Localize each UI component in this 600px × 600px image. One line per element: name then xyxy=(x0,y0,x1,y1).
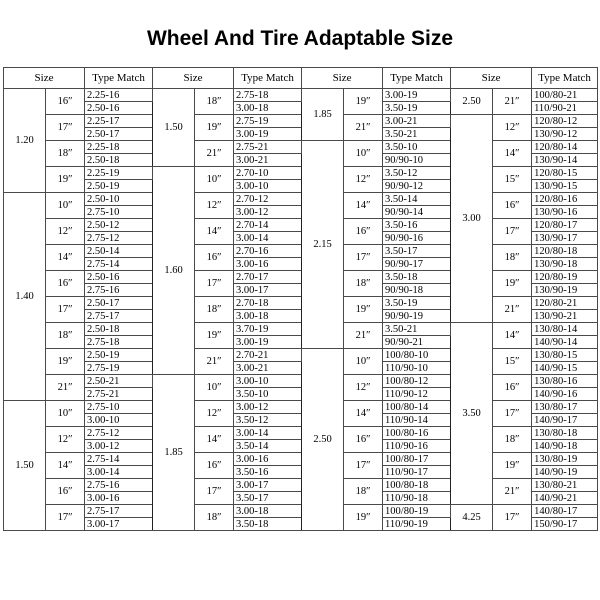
tire-size: 3.00-14 xyxy=(234,232,302,245)
tire-size: 3.50-21 xyxy=(383,128,451,141)
tire-size: 2.75-21 xyxy=(85,388,153,401)
tire-size: 120/80-21 xyxy=(532,297,598,310)
tire-size: 2.75-14 xyxy=(85,453,153,466)
table-row xyxy=(4,427,598,440)
tire-size: 90/90-19 xyxy=(383,310,451,323)
rim-diameter: 21″ xyxy=(493,479,532,505)
rim-diameter: 19″ xyxy=(195,323,234,349)
tire-size: 90/90-14 xyxy=(383,206,451,219)
tire-size: 120/80-15 xyxy=(532,167,598,180)
tire-size: 90/90-16 xyxy=(383,232,451,245)
tire-size: 2.70-12 xyxy=(234,193,302,206)
tire-size: 100/80-14 xyxy=(383,401,451,414)
rim-diameter: 12″ xyxy=(344,167,383,193)
rim-diameter: 17″ xyxy=(493,401,532,427)
rim-width: 1.85 xyxy=(153,375,195,531)
size-table xyxy=(3,67,598,531)
tire-size: 3.50-14 xyxy=(234,440,302,453)
tire-size: 2.25-19 xyxy=(85,167,153,180)
tire-size: 2.75-21 xyxy=(234,141,302,154)
type-match-header: Type Match xyxy=(85,68,153,89)
table-row xyxy=(4,219,598,232)
tire-size: 3.00-17 xyxy=(234,479,302,492)
tire-size: 2.50-18 xyxy=(85,323,153,336)
tire-size: 110/90-14 xyxy=(383,414,451,427)
tire-size: 100/80-10 xyxy=(383,349,451,362)
table-row xyxy=(4,271,598,284)
tire-size: 140/90-15 xyxy=(532,362,598,375)
rim-diameter: 18″ xyxy=(46,323,85,349)
tire-size: 140/90-21 xyxy=(532,492,598,505)
rim-width: 3.00 xyxy=(451,115,493,323)
tire-size: 140/90-19 xyxy=(532,466,598,479)
tire-size: 3.50-12 xyxy=(383,167,451,180)
tire-size: 3.00-10 xyxy=(234,180,302,193)
tire-size: 3.00-12 xyxy=(234,401,302,414)
tire-size: 2.50-16 xyxy=(85,271,153,284)
tire-size: 140/90-16 xyxy=(532,388,598,401)
tire-size: 90/90-18 xyxy=(383,284,451,297)
tire-size: 3.00-10 xyxy=(234,375,302,388)
tire-size: 2.75-19 xyxy=(234,115,302,128)
tire-size: 2.70-16 xyxy=(234,245,302,258)
rim-diameter: 10″ xyxy=(344,141,383,167)
tire-size: 3.50-16 xyxy=(383,219,451,232)
size-header: Size xyxy=(302,68,383,89)
rim-diameter: 10″ xyxy=(195,167,234,193)
tire-size: 110/90-18 xyxy=(383,492,451,505)
tire-size: 2.50-19 xyxy=(85,349,153,362)
tire-size: 2.50-18 xyxy=(85,154,153,167)
table-row xyxy=(4,193,598,206)
tire-size: 120/80-12 xyxy=(532,115,598,128)
rim-diameter: 14″ xyxy=(493,323,532,349)
rim-diameter: 17″ xyxy=(344,245,383,271)
rim-diameter: 14″ xyxy=(195,427,234,453)
tire-size: 3.50-12 xyxy=(234,414,302,427)
rim-diameter: 12″ xyxy=(46,427,85,453)
tire-size: 3.00-17 xyxy=(85,518,153,531)
rim-diameter: 17″ xyxy=(344,453,383,479)
rim-diameter: 17″ xyxy=(195,479,234,505)
rim-diameter: 17″ xyxy=(46,115,85,141)
tire-size: 3.00-10 xyxy=(85,414,153,427)
rim-diameter: 21″ xyxy=(195,349,234,375)
tire-size: 140/90-14 xyxy=(532,336,598,349)
tire-size: 2.50-16 xyxy=(85,102,153,115)
tire-size: 3.50-18 xyxy=(234,518,302,531)
rim-diameter: 12″ xyxy=(493,115,532,141)
tire-size: 2.75-18 xyxy=(85,336,153,349)
rim-width: 1.40 xyxy=(4,193,46,401)
tire-size: 140/90-18 xyxy=(532,440,598,453)
tire-size: 130/90-15 xyxy=(532,180,598,193)
tire-size: 3.50-19 xyxy=(383,102,451,115)
tire-size: 2.75-16 xyxy=(85,479,153,492)
table-row xyxy=(4,167,598,180)
table-row xyxy=(4,401,598,414)
tire-size: 2.70-10 xyxy=(234,167,302,180)
rim-width: 1.50 xyxy=(153,89,195,167)
rim-width: 2.15 xyxy=(302,141,344,349)
table-row xyxy=(4,375,598,388)
rim-diameter: 21″ xyxy=(344,323,383,349)
rim-width: 1.60 xyxy=(153,167,195,375)
tire-size: 3.50-10 xyxy=(234,388,302,401)
size-header: Size xyxy=(451,68,532,89)
tire-size: 130/90-21 xyxy=(532,310,598,323)
tire-size: 130/80-15 xyxy=(532,349,598,362)
tire-size: 3.00-19 xyxy=(234,336,302,349)
rim-diameter: 17″ xyxy=(493,505,532,531)
tire-size: 130/80-14 xyxy=(532,323,598,336)
rim-diameter: 19″ xyxy=(195,115,234,141)
tire-size: 2.75-16 xyxy=(85,284,153,297)
table-row xyxy=(4,245,598,258)
tire-size: 3.00-21 xyxy=(234,362,302,375)
tire-size: 130/80-18 xyxy=(532,427,598,440)
tire-size: 3.50-19 xyxy=(383,297,451,310)
rim-diameter: 14″ xyxy=(344,401,383,427)
tire-size: 2.75-10 xyxy=(85,206,153,219)
tire-size: 2.50-21 xyxy=(85,375,153,388)
tire-size: 90/90-21 xyxy=(383,336,451,349)
rim-diameter: 21″ xyxy=(195,141,234,167)
tire-size: 3.00-16 xyxy=(234,258,302,271)
rim-diameter: 16″ xyxy=(344,219,383,245)
rim-width: 1.85 xyxy=(302,89,344,141)
rim-diameter: 19″ xyxy=(344,89,383,115)
rim-diameter: 12″ xyxy=(344,375,383,401)
tire-size: 130/90-19 xyxy=(532,284,598,297)
table-row xyxy=(4,297,598,310)
size-table-body xyxy=(4,68,598,531)
type-match-header: Type Match xyxy=(234,68,302,89)
rim-diameter: 14″ xyxy=(344,193,383,219)
table-row xyxy=(4,115,598,128)
page-title: Wheel And Tire Adaptable Size xyxy=(146,27,454,50)
tire-size: 3.50-17 xyxy=(234,492,302,505)
rim-diameter: 18″ xyxy=(195,505,234,531)
tire-size: 120/80-17 xyxy=(532,219,598,232)
type-match-header: Type Match xyxy=(532,68,598,89)
tire-size: 3.50-14 xyxy=(383,193,451,206)
tire-size: 2.50-17 xyxy=(85,128,153,141)
rim-diameter: 18″ xyxy=(195,297,234,323)
tire-size: 3.00-12 xyxy=(85,440,153,453)
tire-size: 2.50-14 xyxy=(85,245,153,258)
table-row xyxy=(4,479,598,492)
rim-diameter: 18″ xyxy=(344,271,383,297)
rim-diameter: 18″ xyxy=(493,245,532,271)
tire-size: 3.00-21 xyxy=(234,154,302,167)
tire-size: 2.50-10 xyxy=(85,193,153,206)
table-row xyxy=(4,505,598,518)
tire-size: 90/90-12 xyxy=(383,180,451,193)
tire-size: 3.00-14 xyxy=(85,466,153,479)
tire-size: 3.00-16 xyxy=(234,453,302,466)
tire-size: 110/90-19 xyxy=(383,518,451,531)
tire-size: 120/80-14 xyxy=(532,141,598,154)
tire-size: 3.00-18 xyxy=(234,505,302,518)
table-row xyxy=(4,323,598,336)
tire-size: 3.50-10 xyxy=(383,141,451,154)
tire-size: 110/90-16 xyxy=(383,440,451,453)
type-match-header: Type Match xyxy=(383,68,451,89)
tire-size: 3.50-17 xyxy=(383,245,451,258)
rim-diameter: 14″ xyxy=(195,219,234,245)
tire-size: 3.00-17 xyxy=(234,284,302,297)
rim-diameter: 14″ xyxy=(493,141,532,167)
tire-size: 130/80-16 xyxy=(532,375,598,388)
rim-diameter: 16″ xyxy=(46,89,85,115)
tire-size: 3.00-16 xyxy=(85,492,153,505)
rim-diameter: 19″ xyxy=(344,505,383,531)
rim-diameter: 10″ xyxy=(46,401,85,427)
rim-width: 2.50 xyxy=(302,349,344,531)
rim-diameter: 21″ xyxy=(493,89,532,115)
tire-size: 3.50-21 xyxy=(383,323,451,336)
rim-diameter: 17″ xyxy=(493,219,532,245)
rim-diameter: 18″ xyxy=(195,89,234,115)
tire-size: 3.00-12 xyxy=(234,206,302,219)
tire-size: 3.00-18 xyxy=(234,310,302,323)
tire-size: 3.70-19 xyxy=(234,323,302,336)
rim-diameter: 18″ xyxy=(493,427,532,453)
header-row xyxy=(4,68,598,89)
tire-size: 90/90-17 xyxy=(383,258,451,271)
tire-size: 2.75-17 xyxy=(85,310,153,323)
rim-diameter: 18″ xyxy=(344,479,383,505)
tire-size: 2.70-21 xyxy=(234,349,302,362)
rim-diameter: 10″ xyxy=(195,375,234,401)
tire-size: 2.50-12 xyxy=(85,219,153,232)
tire-size: 2.75-19 xyxy=(85,362,153,375)
size-header: Size xyxy=(4,68,85,89)
tire-size: 110/90-17 xyxy=(383,466,451,479)
tire-size: 120/80-19 xyxy=(532,271,598,284)
rim-diameter: 16″ xyxy=(195,245,234,271)
rim-diameter: 10″ xyxy=(344,349,383,375)
rim-diameter: 14″ xyxy=(46,453,85,479)
tire-size: 2.75-12 xyxy=(85,232,153,245)
tire-size: 2.70-17 xyxy=(234,271,302,284)
rim-diameter: 19″ xyxy=(344,297,383,323)
tire-size: 2.70-14 xyxy=(234,219,302,232)
tire-size: 120/80-16 xyxy=(532,193,598,206)
tire-size: 2.75-17 xyxy=(85,505,153,518)
size-header: Size xyxy=(153,68,234,89)
table-row xyxy=(4,89,598,102)
tire-size: 100/80-18 xyxy=(383,479,451,492)
tire-size: 2.25-16 xyxy=(85,89,153,102)
tire-size: 2.70-18 xyxy=(234,297,302,310)
tire-size: 140/90-17 xyxy=(532,414,598,427)
tire-size: 3.00-14 xyxy=(234,427,302,440)
tire-size: 3.50-16 xyxy=(234,466,302,479)
tire-size: 3.00-19 xyxy=(383,89,451,102)
rim-width: 2.50 xyxy=(451,89,493,115)
rim-diameter: 19″ xyxy=(493,453,532,479)
tire-size: 110/90-12 xyxy=(383,388,451,401)
tire-size: 2.75-12 xyxy=(85,427,153,440)
rim-diameter: 12″ xyxy=(46,219,85,245)
tire-size: 130/80-19 xyxy=(532,453,598,466)
rim-diameter: 18″ xyxy=(46,141,85,167)
rim-diameter: 19″ xyxy=(46,167,85,193)
rim-diameter: 16″ xyxy=(46,479,85,505)
rim-width: 1.20 xyxy=(4,89,46,193)
tire-size: 130/80-17 xyxy=(532,401,598,414)
tire-size: 130/80-21 xyxy=(532,479,598,492)
rim-diameter: 17″ xyxy=(46,297,85,323)
tire-size: 100/80-16 xyxy=(383,427,451,440)
rim-diameter: 14″ xyxy=(46,245,85,271)
tire-size: 2.25-18 xyxy=(85,141,153,154)
rim-diameter: 16″ xyxy=(195,453,234,479)
rim-diameter: 19″ xyxy=(46,349,85,375)
tire-size: 120/80-18 xyxy=(532,245,598,258)
tire-size: 3.00-21 xyxy=(383,115,451,128)
tire-size: 2.50-17 xyxy=(85,297,153,310)
tire-size: 2.75-18 xyxy=(234,89,302,102)
tire-size: 2.75-10 xyxy=(85,401,153,414)
tire-size: 110/90-10 xyxy=(383,362,451,375)
rim-diameter: 21″ xyxy=(46,375,85,401)
rim-diameter: 16″ xyxy=(493,193,532,219)
table-row xyxy=(4,453,598,466)
tire-size: 2.50-19 xyxy=(85,180,153,193)
rim-diameter: 16″ xyxy=(344,427,383,453)
tire-size: 130/90-16 xyxy=(532,206,598,219)
tire-size: 3.00-19 xyxy=(234,128,302,141)
rim-width: 1.50 xyxy=(4,401,46,531)
tire-size: 3.50-18 xyxy=(383,271,451,284)
rim-width: 3.50 xyxy=(451,323,493,505)
rim-diameter: 19″ xyxy=(493,271,532,297)
rim-diameter: 21″ xyxy=(493,297,532,323)
tire-size: 100/80-12 xyxy=(383,375,451,388)
tire-size: 100/80-19 xyxy=(383,505,451,518)
rim-diameter: 16″ xyxy=(493,375,532,401)
tire-size: 90/90-10 xyxy=(383,154,451,167)
tire-size: 130/90-12 xyxy=(532,128,598,141)
rim-diameter: 15″ xyxy=(493,167,532,193)
rim-diameter: 17″ xyxy=(46,505,85,531)
tire-size: 100/80-17 xyxy=(383,453,451,466)
table-row xyxy=(4,141,598,154)
tire-size: 2.25-17 xyxy=(85,115,153,128)
tire-size: 130/90-18 xyxy=(532,258,598,271)
tire-size: 2.75-14 xyxy=(85,258,153,271)
tire-size: 140/80-17 xyxy=(532,505,598,518)
rim-diameter: 12″ xyxy=(195,193,234,219)
rim-diameter: 17″ xyxy=(195,271,234,297)
tire-size: 110/90-21 xyxy=(532,102,598,115)
tire-size: 130/90-17 xyxy=(532,232,598,245)
tire-size: 100/80-21 xyxy=(532,89,598,102)
table-row xyxy=(4,349,598,362)
rim-diameter: 21″ xyxy=(344,115,383,141)
tire-size: 130/90-14 xyxy=(532,154,598,167)
rim-diameter: 15″ xyxy=(493,349,532,375)
tire-size: 150/90-17 xyxy=(532,518,598,531)
rim-diameter: 12″ xyxy=(195,401,234,427)
rim-width: 4.25 xyxy=(451,505,493,531)
rim-diameter: 10″ xyxy=(46,193,85,219)
rim-diameter: 16″ xyxy=(46,271,85,297)
tire-size: 3.00-18 xyxy=(234,102,302,115)
